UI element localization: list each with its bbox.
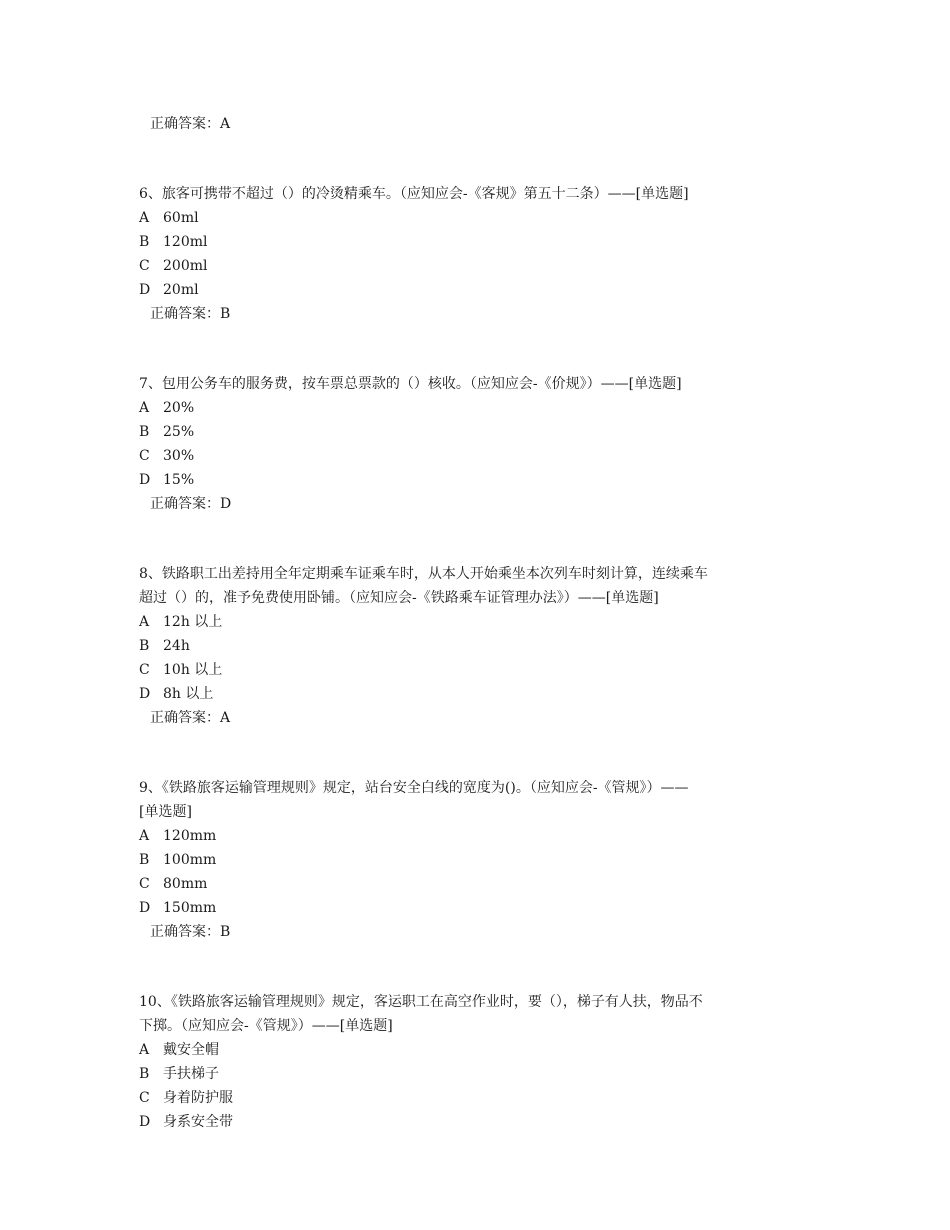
- option-a: A 20%: [139, 400, 195, 416]
- question-text-line-2: 下掷。（应知应会-《管规》）——[单选题]: [139, 1018, 393, 1034]
- question-9: [139, 776, 819, 944]
- prev-answer: 正确答案：A: [150, 116, 231, 132]
- question-8: [139, 562, 819, 730]
- question-7: [139, 372, 819, 516]
- option-a: A 60ml: [139, 210, 199, 226]
- option-a: A 12h 以上: [139, 614, 223, 630]
- correct-answer: 正确答案：B: [150, 924, 231, 940]
- option-b: B 手扶梯子: [139, 1066, 219, 1082]
- correct-answer: 正确答案：B: [150, 306, 231, 322]
- option-c: C 200ml: [139, 258, 208, 274]
- option-d: D 150mm: [139, 900, 217, 916]
- question-text-line-2: [单选题]: [139, 804, 192, 820]
- option-c: C 10h 以上: [139, 662, 223, 678]
- option-c: C 身着防护服: [139, 1090, 233, 1106]
- option-a: A 戴安全帽: [139, 1042, 219, 1058]
- option-b: B 24h: [139, 638, 190, 654]
- option-a: A 120mm: [139, 828, 217, 844]
- option-c: C 80mm: [139, 876, 208, 892]
- correct-answer: 正确答案：A: [150, 710, 231, 726]
- question-text-line-1: 8、铁路职工出差持用全年定期乘车证乘车时，从本人开始乘坐本次列车时刻计算，连续乘车: [139, 566, 708, 582]
- question-text-line-1: 9、《铁路旅客运输管理规则》规定，站台安全白线的宽度为()。（应知应会-《管规》）——: [139, 780, 689, 796]
- correct-answer: 正确答案：D: [150, 496, 232, 512]
- option-b: B 100mm: [139, 852, 217, 868]
- option-d: D 身系安全带: [139, 1114, 233, 1130]
- question-text-line-2: 超过（）的，准予免费使用卧铺。（应知应会-《铁路乘车证管理办法》）——[单选题]: [139, 590, 659, 606]
- option-c: C 30%: [139, 448, 195, 464]
- question-10: [139, 990, 819, 1134]
- question-text-line-1: 10、《铁路旅客运输管理规则》规定，客运职工在高空作业时，要（），梯子有人扶，物品不: [139, 994, 703, 1010]
- question-text: 6、旅客可携带不超过（）的冷烫精乘车。（应知应会-《客规》第五十二条）——[单选题]: [139, 186, 689, 202]
- question-6: [139, 182, 819, 326]
- question-text: 7、包用公务车的服务费，按车票总票款的（）核收。（应知应会-《价规》）——[单选题]: [139, 376, 682, 392]
- option-b: B 25%: [139, 424, 195, 440]
- option-d: D 8h 以上: [139, 686, 214, 702]
- option-d: D 20ml: [139, 282, 199, 298]
- option-b: B 120ml: [139, 234, 208, 250]
- question-list: [139, 112, 819, 1134]
- option-d: D 15%: [139, 472, 195, 488]
